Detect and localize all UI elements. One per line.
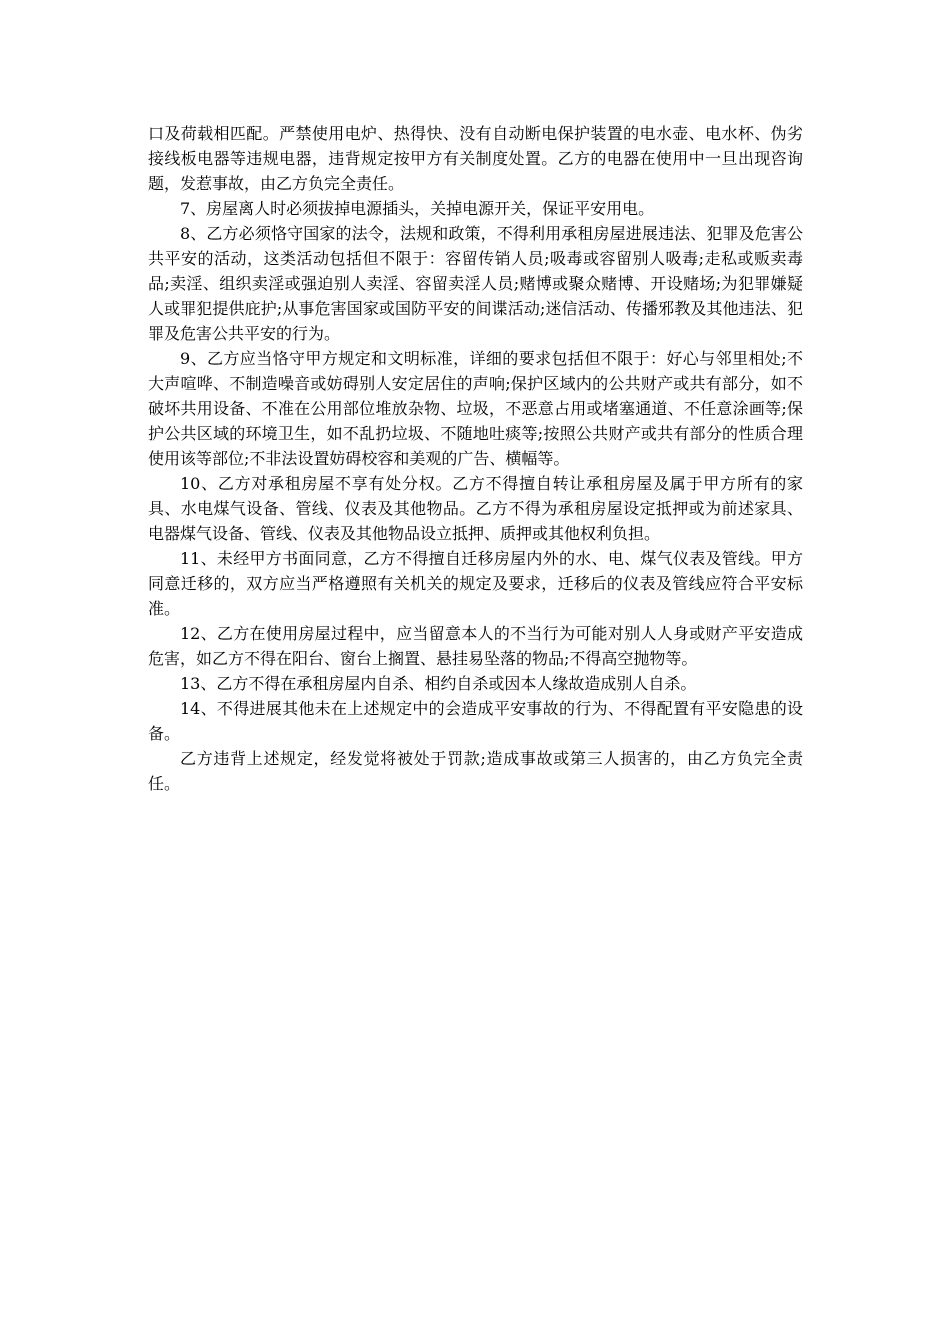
paragraph-clause-13: 13、乙方不得在承租房屋内自杀、相约自杀或因本人缘故造成别人自杀。	[180, 674, 697, 693]
paragraph-clause-9: 9、乙方应当恪守甲方规定和文明标准，详细的要求包括但不限于：好心与邻里相处;不大声喧哗、不制造噪音或妨碍别人安定居住的声响;保护区域内的公共财产或共有部分，如不破坏共用设备、不准在公用部位堆放杂物、垃圾，不恶意占用或堵塞通道、不任意涂画等;保护公共区域的环境卫生，如不乱扔垃圾、不随地吐痰等;按照公共财产或共有部分的性质合理使用该等部位;不非法设置妨碍校容和美观的广告、横幅等。	[148, 349, 803, 468]
paragraph-conclusion: 乙方违背上述规定，经发觉将被处于罚款;造成事故或第三人损害的，由乙方负完全责任。	[148, 749, 803, 793]
paragraph-clause-11: 11、未经甲方书面同意，乙方不得擅自迁移房屋内外的水、电、煤气仪表及管线。甲方同意迁移的，双方应当严格遵照有关机关的规定及要求，迁移后的仪表及管线应符合平安标准。	[148, 549, 803, 618]
paragraph-clause-8: 8、乙方必须恪守国家的法令，法规和政策，不得利用承租房屋进展违法、犯罪及危害公共平安的活动，这类活动包括但不限于：容留传销人员;吸毒或容留别人吸毒;走私或贩卖毒品;卖淫、组织卖淫或强迫别人卖淫、容留卖淫人员;赌博或聚众赌博、开设赌场;为犯罪嫌疑人或罪犯提供庇护;从事危害国家或国防平安的间谍活动;迷信活动、传播邪教及其他违法、犯罪及危害公共平安的行为。	[148, 224, 803, 343]
paragraph-clause-7: 7、房屋离人时必须拔掉电源插头，关掉电源开关，保证平安用电。	[180, 199, 655, 218]
paragraph-continued: 口及荷载相匹配。严禁使用电炉、热得快、没有自动断电保护装置的电水壶、电水杯、伪劣接线板电器等违规电器，违背规定按甲方有关制度处置。乙方的电器在使用中一旦出现咨询题，发惹事故，由乙方负完全责任。	[148, 124, 803, 193]
paragraph-clause-10: 10、乙方对承租房屋不享有处分权。乙方不得擅自转让承租房屋及属于甲方所有的家具、水电煤气设备、管线、仪表及其他物品。乙方不得为承租房屋设定抵押或为前述家具、电器煤气设备、管线、仪表及其他物品设立抵押、质押或其他权利负担。	[148, 474, 803, 543]
paragraph-clause-14: 14、不得进展其他未在上述规定中的会造成平安事故的行为、不得配置有平安隐患的设备。	[148, 699, 803, 743]
paragraph-clause-12: 12、乙方在使用房屋过程中，应当留意本人的不当行为可能对别人人身或财产平安造成危害，如乙方不得在阳台、窗台上搁置、悬挂易坠落的物品;不得高空抛物等。	[148, 624, 803, 668]
document-body	[148, 121, 803, 796]
